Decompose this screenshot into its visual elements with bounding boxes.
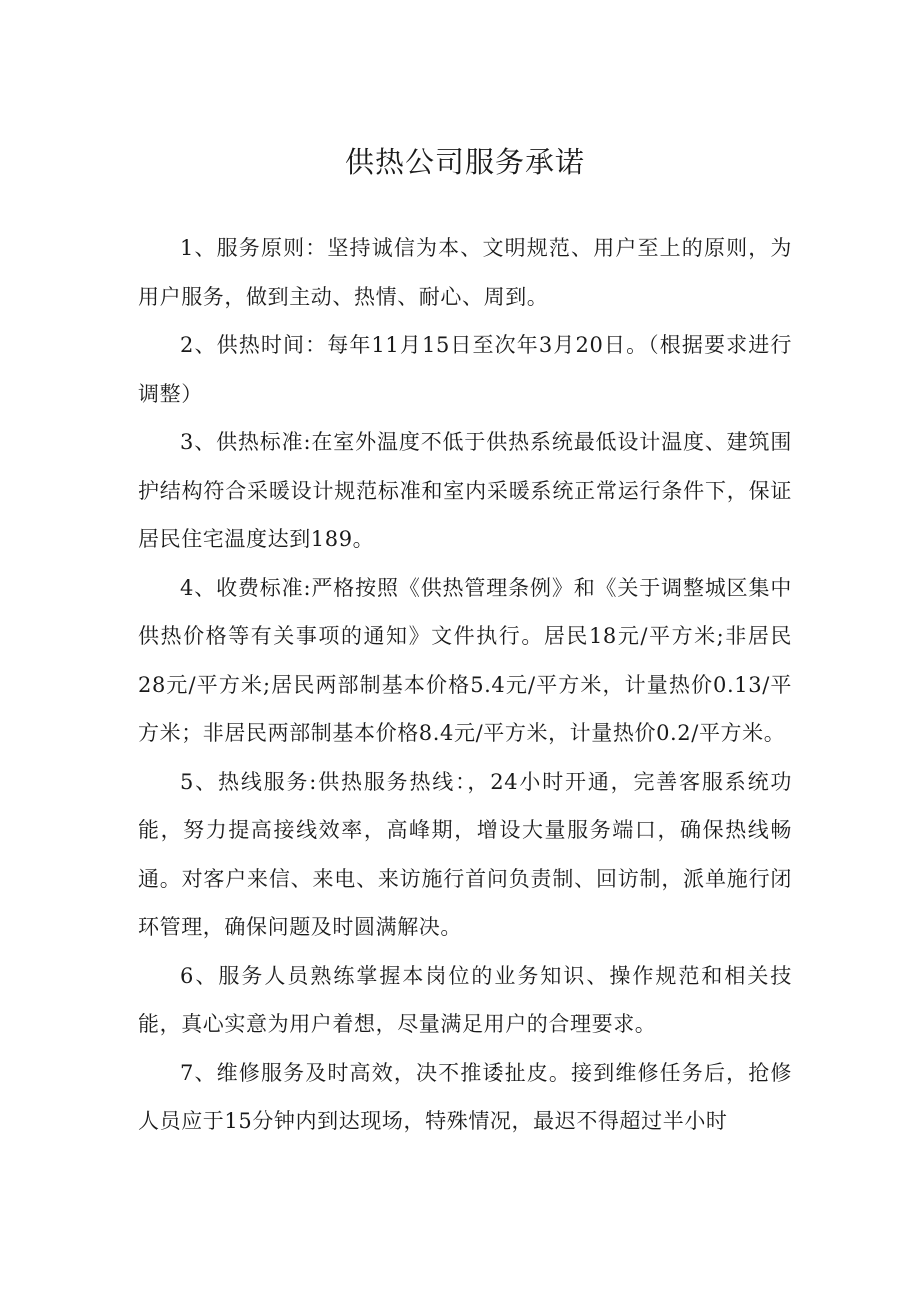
paragraph-fee-standard: 4、收费标准:严格按照《供热管理条例》和《关于调整城区集中供热价格等有关事项的通知》文件执行。居民18元/平方米;非居民28元/平方米;居民两部制基本价格5.4元/平方米，计量热价0.13/平方米；非居民两部制基本价格8.4元/平方米，计量热价0.2/平方米。	[138, 575, 792, 745]
paragraph-heating-period: 2、供热时间：每年11月15日至次年3月20日。（根据要求进行调整）	[138, 333, 792, 406]
paragraph-staff-skills: 6、服务人员熟练掌握本岗位的业务知识、操作规范和相关技能，真心实意为用户着想，尽量满足用户的合理要求。	[138, 963, 792, 1036]
paragraph-heating-standard: 3、供热标准:在室外温度不低于供热系统最低设计温度、建筑围护结构符合采暖设计规范标准和室内采暖系统正常运行条件下，保证居民住宅温度达到189。	[138, 430, 792, 551]
paragraph-hotline-service: 5、热线服务:供热服务热线：，24小时开通，完善客服系统功能，努力提高接线效率，高峰期，增设大量服务端口，确保热线畅通。对客户来信、来电、来访施行首问负责制、回访制，派单施行闭环管理，确保问题及时圆满解决。	[138, 769, 792, 939]
paragraph-service-principle: 1、服务原则：坚持诚信为本、文明规范、用户至上的原则，为用户服务，做到主动、热情、耐心、周到。	[138, 236, 792, 309]
document-title: 供热公司服务承诺	[344, 145, 585, 179]
paragraph-repair-service: 7、维修服务及时高效，决不推诿扯皮。接到维修任务后，抢修人员应于15分钟内到达现场，特殊情况，最迟不得超过半小时	[138, 1060, 792, 1133]
